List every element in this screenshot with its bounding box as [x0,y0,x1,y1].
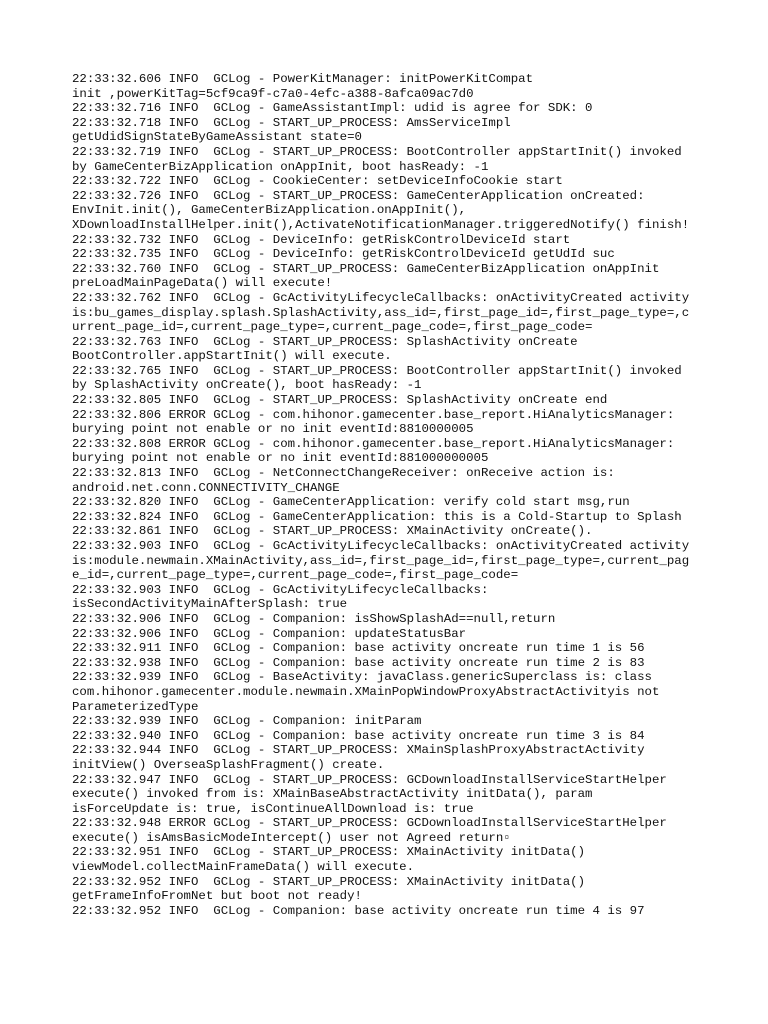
log-line: 22:33:32.719 INFO GCLog - START_UP_PROCESS: BootController appStartInit() invoked [72,144,682,159]
log-line: by SplashActivity onCreate(), boot hasReady: -1 [72,378,422,393]
log-line: 22:33:32.726 INFO GCLog - START_UP_PROCESS: GameCenterApplication onCreated: [72,188,645,203]
log-line: execute() invoked from is: XMainBaseAbstractActivity initData(), param [72,787,593,802]
log-line: 22:33:32.813 INFO GCLog - NetConnectChangeReceiver: onReceive action is: [72,466,615,481]
log-line: viewModel.collectMainFrameData() will execute. [72,860,415,875]
log-line: 22:33:32.606 INFO GCLog - PowerKitManager: initPowerKitCompat [72,72,534,86]
log-line: 22:33:32.952 INFO GCLog - Companion: base activity oncreate run time 4 is 97 [72,903,645,918]
log-line: EnvInit.init(), GameCenterBizApplication.onAppInit(), [72,203,467,218]
log-line: 22:33:32.947 INFO GCLog - START_UP_PROCESS: GCDownloadInstallServiceStartHelper [72,772,667,787]
log-line: 22:33:32.911 INFO GCLog - Companion: base activity oncreate run time 1 is 56 [72,641,645,656]
log-line: preLoadMainPageData() will execute! [72,276,333,291]
log-line: is:bu_games_display.splash.SplashActivity,ass_id=,first_page_id=,first_page_type=,c [72,305,690,320]
log-line: XDownloadInstallHelper.init(),ActivateNotificationManager.triggeredNotify() finish! [72,217,690,232]
log-line: 22:33:32.940 INFO GCLog - Companion: base activity oncreate run time 3 is 84 [72,728,645,743]
log-line: 22:33:32.906 INFO GCLog - Companion: updateStatusBar [72,626,467,641]
log-line: 22:33:32.939 INFO GCLog - Companion: initParam [72,714,422,729]
log-line: burying point not enable or no init eventId:8810000005 [72,422,474,437]
log-line: 22:33:32.951 INFO GCLog - START_UP_PROCESS: XMainActivity initData() [72,845,586,860]
log-line: by GameCenterBizApplication onAppInit, boot hasReady: -1 [72,159,489,174]
log-line: 22:33:32.718 INFO GCLog - START_UP_PROCESS: AmsServiceImpl [72,115,511,130]
log-line: 22:33:32.939 INFO GCLog - BaseActivity: javaClass.genericSuperclass is: class [72,670,652,685]
log-line: 22:33:32.903 INFO GCLog - GcActivityLifecycleCallbacks: [72,582,489,597]
log-line: 22:33:32.861 INFO GCLog - START_UP_PROCESS: XMainActivity onCreate(). [72,524,593,539]
log-line: 22:33:32.762 INFO GCLog - GcActivityLifecycleCallbacks: onActivityCreated activity [72,290,690,305]
log-line: 22:33:32.735 INFO GCLog - DeviceInfo: getRiskControlDeviceId getUdId suc [72,247,615,262]
log-line: 22:33:32.716 INFO GCLog - GameAssistantImpl: udid is agree for SDK: 0 [72,101,593,116]
log-line: urrent_page_id=,current_page_type=,current_page_code=,first_page_code= [72,320,593,335]
log-line: 22:33:32.906 INFO GCLog - Companion: isShowSplashAd==null,return [72,611,556,626]
log-line: isForceUpdate is: true, isContinueAllDownload is: true [72,801,474,816]
log-line: initView() OverseaSplashFragment() create. [72,757,385,772]
log-line: 22:33:32.820 INFO GCLog - GameCenterApplication: verify cold start msg,run [72,495,630,510]
log-line: 22:33:32.760 INFO GCLog - START_UP_PROCESS: GameCenterBizApplication onAppInit [72,261,660,276]
log-document [72,72,712,918]
log-line: 22:33:32.765 INFO GCLog - START_UP_PROCESS: BootController appStartInit() invoked [72,363,682,378]
log-line: com.hihonor.gamecenter.module.newmain.XMainPopWindowProxyAbstractActivityis not [72,684,660,699]
log-line: 22:33:32.938 INFO GCLog - Companion: base activity oncreate run time 2 is 83 [72,655,645,670]
log-line: 22:33:32.948 ERROR GCLog - START_UP_PROCESS: GCDownloadInstallServiceStartHelper [72,816,667,831]
log-line: 22:33:32.722 INFO GCLog - CookieCenter: setDeviceInfoCookie start [72,174,563,189]
log-line: isSecondActivityMainAfterSplash: true [72,597,348,612]
log-line: getUdidSignStateByGameAssistant state=0 [72,130,362,145]
log-line: 22:33:32.808 ERROR GCLog - com.hihonor.gamecenter.base_report.HiAnalyticsManager: [72,436,675,451]
log-line: init ,powerKitTag=5cf9ca9f-c7a0-4efc-a388-8afca09ac7d0 [72,86,474,101]
log-line: 22:33:32.806 ERROR GCLog - com.hihonor.gamecenter.base_report.HiAnalyticsManager: [72,407,675,422]
log-line: getFrameInfoFromNet but boot not ready! [72,889,362,904]
log-line: 22:33:32.805 INFO GCLog - START_UP_PROCESS: SplashActivity onCreate end [72,393,608,408]
log-line: e_id=,current_page_type=,current_page_code=,first_page_code= [72,568,519,583]
log-line: 22:33:32.824 INFO GCLog - GameCenterApplication: this is a Cold-Startup to Splash [72,509,682,524]
log-line: burying point not enable or no init eventId:881000000005 [72,451,489,466]
log-line: 22:33:32.763 INFO GCLog - START_UP_PROCESS: SplashActivity onCreate [72,334,578,349]
log-line: 22:33:32.944 INFO GCLog - START_UP_PROCESS: XMainSplashProxyAbstractActivity [72,743,645,758]
log-line: 22:33:32.732 INFO GCLog - DeviceInfo: getRiskControlDeviceId start [72,232,571,247]
log-line: BootController.appStartInit() will execute. [72,349,392,364]
log-line: ParameterizedType [72,699,199,714]
log-line: 22:33:32.952 INFO GCLog - START_UP_PROCESS: XMainActivity initData() [72,874,586,889]
log-line: is:module.newmain.XMainActivity,ass_id=,first_page_id=,first_page_type=,current_pag [72,553,690,568]
log-line: android.net.conn.CONNECTIVITY_CHANGE [72,480,340,495]
log-line: 22:33:32.903 INFO GCLog - GcActivityLifecycleCallbacks: onActivityCreated activity [72,539,690,553]
log-line: execute() isAmsBasicModeIntercept() user not Agreed return⁠▫ [72,830,511,845]
